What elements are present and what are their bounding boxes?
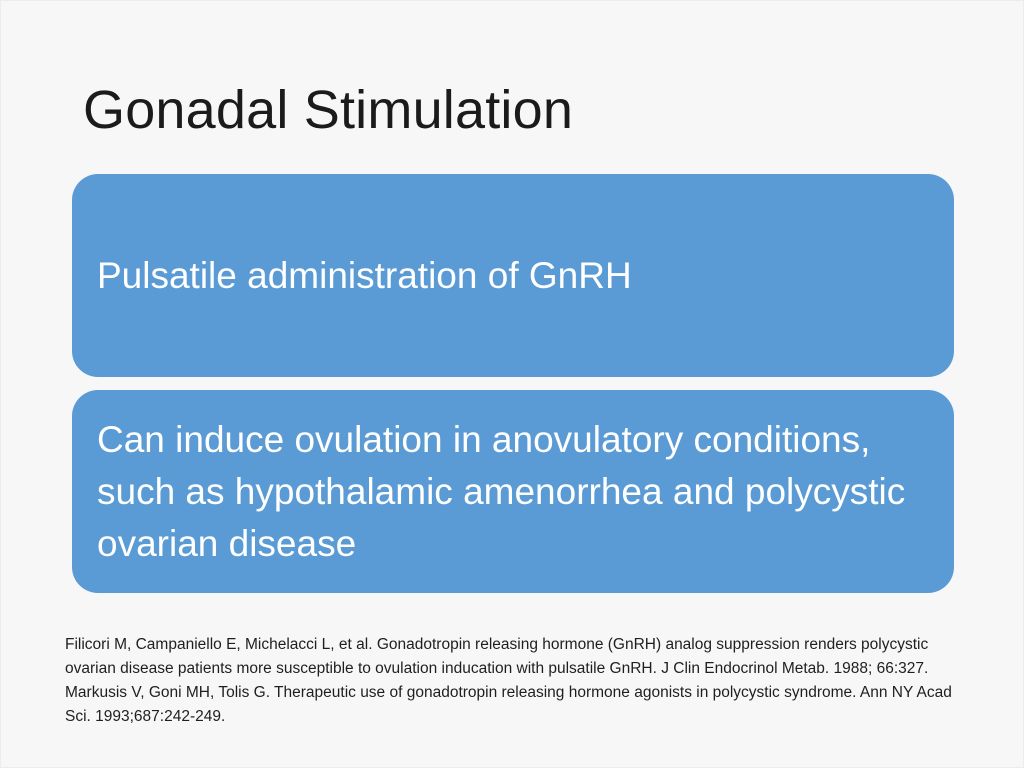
- reference-item: Filicori M, Campaniello E, Michelacci L, et al. Gonadotropin releasing hormone (GnRH) analog suppression renders polycystic ovarian disease patients more susceptible to ovulation inducation with pulsatile GnRH. J Clin Endocrinol Metab. 1988; 66:327.: [65, 636, 929, 677]
- content-box-gnrh-administration: [72, 174, 954, 377]
- reference-item: Markusis V, Goni MH, Tolis G. Therapeutic use of gonadotropin releasing hormone agonists in polycystic syndrome. Ann NY Acad Sci. 1993;687:242-249.: [65, 684, 952, 725]
- content-box-text: Pulsatile administration of GnRH: [97, 254, 632, 296]
- references: [65, 633, 965, 729]
- content-box-text: Can induce ovulation in anovulatory conditions, such as hypothalamic amenorrhea and polycystic ovarian disease: [97, 418, 906, 564]
- content-box-ovulation-induction: [72, 390, 954, 593]
- slide-title: Gonadal Stimulation: [83, 80, 574, 140]
